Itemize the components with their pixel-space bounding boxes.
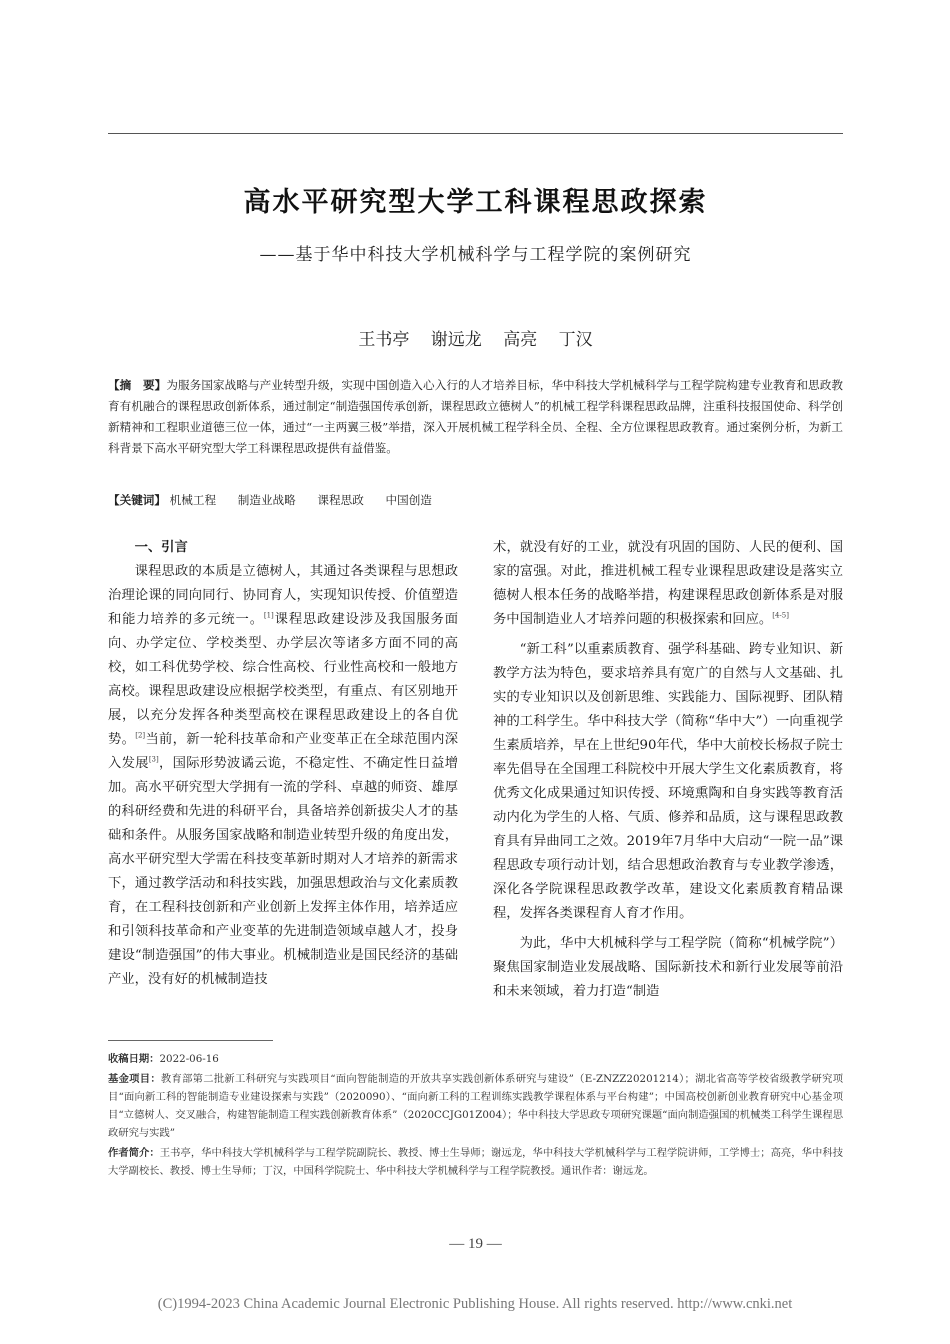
author-list: 王书亭 谢远龙 高亮 丁汉 [358, 330, 593, 350]
body-text: 课程思政的本质是立德树人，其通过各类课程与思想政治理论课的同向同行、协同育人，实现知识传授、价值塑造和能力培养的多元统一。 [108, 564, 458, 627]
paper-subtitle: ——基于华中科技大学机械科学与工程学院的案例研究 [259, 245, 692, 265]
keywords [108, 490, 843, 511]
footnote-rule [108, 1040, 273, 1041]
footnote-text: 王书亭，华中科技大学机械科学与工程学院副院长、教授、博士生导师；谢远龙，华中科技大学机械科学与工程学院讲师，工学博士；高亮，华中科技大学副校长、教授、博士生导师；丁汉，中国科学院院士、华中科技大学机械科学与工程学院教授。通讯作者：谢远龙。 [108, 1147, 843, 1177]
paper-title: 高水平研究型大学工科课程思政探索 [243, 187, 708, 218]
body-column-left [108, 536, 458, 998]
footnote-label: 收稿日期： [108, 1053, 160, 1065]
copyright-notice: (C)1994-2023 China Academic Journal Electronic Publishing House. All rights reserved. http://www.cnki.net [157, 1296, 793, 1312]
footnotes [108, 1050, 843, 1182]
citation: [3] [148, 755, 159, 764]
keyword: 中国创造 [385, 493, 432, 507]
abstract [108, 375, 843, 459]
page-number: — 19 — [449, 1236, 502, 1252]
body-text: 术，就没有好的工业，就没有巩固的国防、人民的便利、国家的富强。对此，推进机械工程专业课程思政建设是落实立德树人根本任务的战略举措，构建课程思政创新体系是对服务中国制造业人才培养问题的积极探索和回应。 [493, 540, 843, 627]
abstract-label: 【摘 要】 [108, 378, 167, 392]
citation: [4-5] [772, 611, 789, 620]
body-column-right [493, 536, 843, 1010]
footnote-text: 2022-06-16 [159, 1053, 219, 1065]
top-rule [108, 133, 843, 134]
keywords-label: 【关键词】 [108, 493, 166, 507]
fund-info [108, 1070, 843, 1142]
footnote-label: 基金项目： [108, 1073, 161, 1085]
keyword: 课程思政 [317, 493, 364, 507]
footnote-label: 作者简介： [108, 1147, 160, 1159]
citation: [2] [135, 731, 146, 740]
received-date [108, 1050, 843, 1068]
abstract-text: 为服务国家战略与产业转型升级，实现中国创造入心入行的人才培养目标，华中科技大学机械科学与工程学院构建专业教育和思政教育有机融合的课程思政创新体系，通过制定“制造强国传承创新，课程思政立德树人”的机械工程学科课程思政品牌，注重科技报国使命、科学创新精神和工程职业道德三位一体，通过“一主两翼三极”举措，深入开展机械工程学科全员、全程、全方位课程思政教育。通过案例分析，为新工科背景下高水平研究型大学工科课程思政提供有益借鉴。 [108, 378, 843, 455]
body-text: ，国际形势波谲云诡，不稳定性、不确定性日益增加。高水平研究型大学拥有一流的学科、卓越的师资、雄厚的科研经费和先进的科研平台，具备培养创新拔尖人才的基础和条件。从服务国家战略和制造业转型升级的角度出发，高水平研究型大学需在科技变革新时期对人才培养的新需求下，通过教学活动和科技实践，加强思想政治与文化素质教育，在工程科技创新和产业创新上发挥主体作用，培养适应和引领科技革命和产业变革的先进制造领域卓越人才，投身建设“制造强国”的伟大事业。机械制造业是国民经济的基础产业，没有好的机械制造技 [108, 756, 459, 987]
keyword: 制造业战略 [237, 493, 296, 507]
body-paragraph: “新工科”以重素质教育、强学科基础、跨专业知识、新教学方法为特色，要求培养具有宽广的自然与人文基础、扎实的专业知识以及创新思维、实践能力、国际视野、团队精神的工科学生。华中科技大学（简称“华中大”）一向重视学生素质培养，早在上世纪90年代，华中大前校长杨叔子院士率先倡导在全国理工科院校中开展大学生文化素质教育，将优秀文化成果通过知识传授、环境熏陶和自身实践等教育活动内化为学生的人格、气质、修养和品质，这与课程思政教育具有异曲同工之效。2019年7月华中大启动“一院一品”课程思政专项行动计划，结合思想政治教育与专业教学渗透，深化各学院课程思政教学改革，建设文化素质教育精品课程，发挥各类课程育人育才作用。 [493, 642, 843, 921]
citation: [1] [263, 611, 274, 620]
body-text: 课程思政建设涉及我国服务面向、办学定位、学校类型、办学层次等诸多方面不同的高校，如工科优势学校、综合性高校、行业性高校和一般地方高校。课程思政建设应根据学校类型，有重点、有区别地开展，以充分发挥各种类型高校在课程思政建设上的各自优势。 [108, 612, 459, 747]
section-heading: 一、引言 [134, 540, 188, 555]
keyword: 机械工程 [169, 493, 217, 507]
body-paragraph: 为此，华中大机械科学与工程学院（简称“机械学院”）聚焦国家制造业发展战略、国际新技术和新行业发展等前沿和未来领域，着力打造“制造 [493, 936, 843, 999]
body-text: 当前，新一轮科技革命和产业变革正在全球范围内深入发展 [108, 732, 459, 771]
footnote-text: 教育部第二批新工科研究与实践项目“面向智能制造的开放共享实践创新体系研究与建设”（E-ZNZZ20201214）；湖北省高等学校省级教学研究项目“面向新工科的智能制造专业建设探索与实践”（2020090）、“面向新工科的工程训练实践教学课程体系与平台构建”；中国高校创新创业教育研究中心基金项目“立德树人、交叉融合，构建智能制造工程实践创新教育体系”（2020CCJG01Z004）；华中科技大学思政专项研究课题“面向制造强国的机械类工科学生课程思政研究与实践” [108, 1073, 843, 1139]
body-paragraph [493, 536, 843, 632]
author-bio [108, 1144, 843, 1180]
body-paragraph [108, 560, 458, 992]
